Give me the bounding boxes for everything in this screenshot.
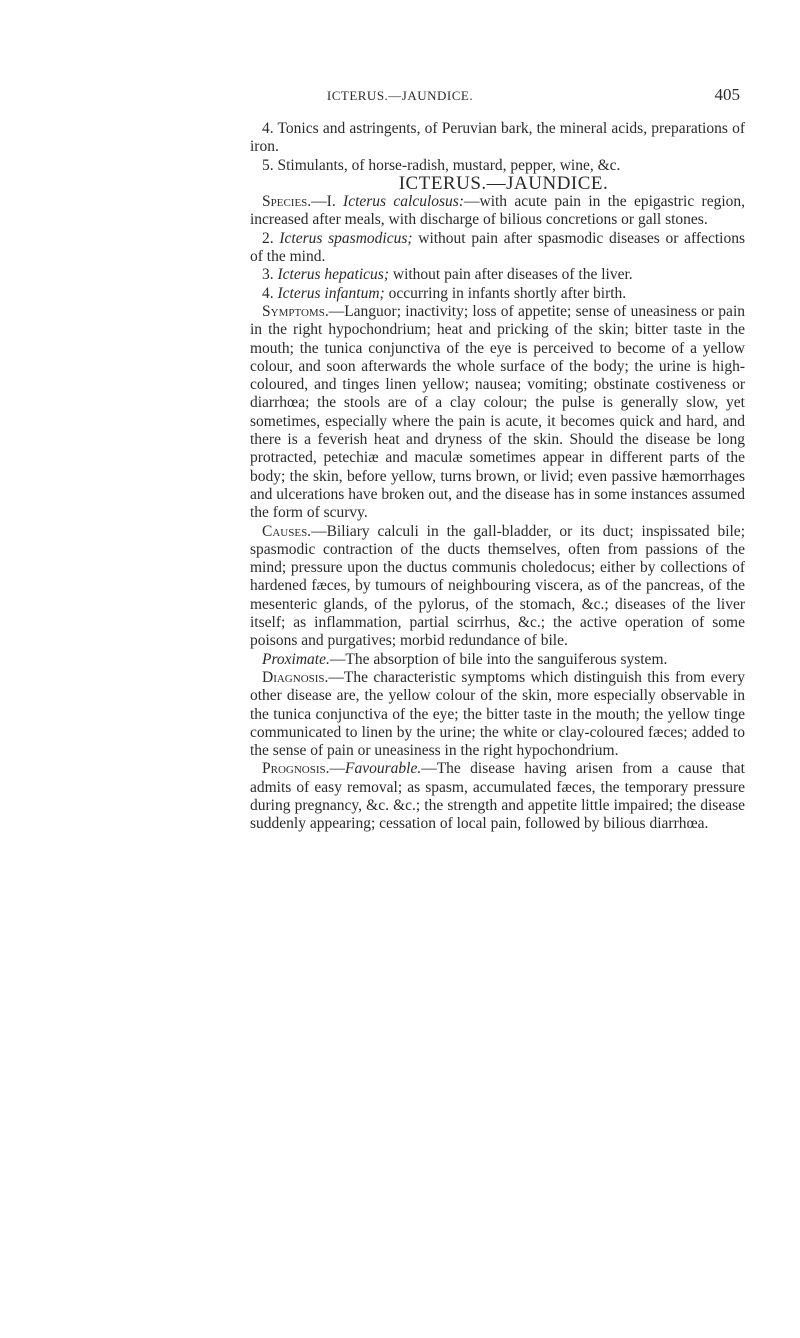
running-head: ICTERUS.—JAUNDICE. (326, 88, 474, 103)
symptoms-text: —Languor; inactivity; loss of appetite; sense of uneasiness or pain in the right hypochondrium; heat and pricking of the skin; bitter taste in the mouth; the tunica conjunctiva of the eye is perceived to become of a yellow colour, and soon afterwards the whole surface of the body; the urine is high-coloured, and tinges linen yellow; nausea; vomiting; obstinate costiveness or diarrhœa; the stools are of a clay colour; the pulse is generally slow, yet sometimes, especially where the pain is acute, it becomes quick and hard, and there is a feverish heat and dryness of the skin. Should the disease be long protracted, petechiæ and maculæ sometimes appear in different parts of the body; the skin, before yellow, turns brown, or livid; even passive hæmorrhages and ulcerations have broken out, and the disease has in some instances assumed the form of scurvy. (250, 302, 745, 522)
causes-text: —Biliary calculi in the gall-bladder, or its duct; inspissated bile; spasmodic contraction of the ducts themselves, often from passions of the mind; pressure upon the ductus communis choledocus; either by collections of hardened fæces, by tumours of neighbouring viscera, as of the pancreas, of the mesenteric glands, of the pylorus, of the stomach, &c.; diseases of the liver itself; as inflammation, partial scirrhus, &c.; the active operation of some poisons and purgatives; morbid redundance of bile. (250, 522, 745, 650)
diagnosis-label: Diagnosis. (262, 668, 329, 686)
species-4-prefix: 4. (262, 284, 278, 302)
page-number: 405 (714, 85, 740, 104)
page-body (250, 120, 745, 834)
species-3-name: Icterus hepaticus (277, 266, 384, 284)
symptoms-label: Symptoms. (262, 302, 329, 320)
species-3-sep: ; (383, 266, 389, 284)
species-2-name: Icterus spasmodicus (279, 229, 408, 247)
species-3-desc: without pain after diseases of the liver. (389, 266, 633, 284)
species-2-prefix: 2. (262, 229, 280, 247)
species-1-prefix: —I. (311, 193, 344, 211)
proximate-text: —The absorption of bile into the sanguiferous system. (329, 650, 668, 668)
prognosis-paragraph: Prognosis.—Favourable.—The disease having arisen from a cause that admits of easy removal; as spasm, accumulated fæces, the temporary pressure during pregnancy, &c. &c.; the strength and appetite little impaired; the disease suddenly appearing; cessation of local pain, followed by bilious diarrhœa. (250, 760, 745, 833)
prognosis-text: —The disease having arisen from a cause that admits of easy removal; as spasm, accumulated fæces, the temporary pressure during pregnancy, &c. &c.; the strength and appetite little impaired; the disease suddenly appearing; cessation of local pain, followed by bilious diarrhœa. (250, 760, 745, 833)
list-item-stimulants: 5. Stimulants, of horse-radish, mustard, pepper, wine, &c. (262, 156, 621, 174)
diagnosis-text: —The characteristic symptoms which distinguish this from every other disease are, the yellow colour of the skin, more especially observable in the tunica conjunctiva of the eye; the bitter taste in the mouth; the yellow tinge communicated to linen by the urine; the white or clay-coloured fæces; added to the sense of pain or uneasiness in the right hypochondrium. (250, 668, 745, 760)
causes-label: Causes. (262, 522, 312, 540)
species-2-sep: ; (407, 229, 413, 247)
species-2-desc: without pain after spasmodic diseases or affections of the mind. (250, 229, 746, 266)
species-label: Species. (262, 193, 312, 211)
species-item-2 (250, 230, 745, 267)
section-title: ICTERUS.—JAUNDICE. (398, 172, 609, 194)
species-1-desc: —with acute pain in the epigastric region, increased after meals, with discharge of bilious concretions or gall stones. (250, 193, 746, 229)
species-item-4 (250, 285, 745, 303)
prognosis-qualifier: Favourable. (345, 760, 422, 778)
species-item-1 (250, 193, 745, 230)
species-4-name: Icterus infantum (277, 284, 380, 302)
species-4-sep: ; (379, 284, 385, 302)
species-1-sep: : (458, 193, 464, 211)
list-item-tonics: 4. Tonics and astringents, of Peruvian bark, the mineral acids, preparations of iron. (250, 120, 745, 156)
proximate-cause-paragraph (250, 651, 745, 669)
species-1-name: Icterus calculosus (343, 193, 459, 211)
prognosis-label: Prognosis. (262, 760, 330, 778)
proximate-label: Proximate. (262, 650, 330, 668)
symptoms-paragraph (250, 303, 745, 523)
species-item-3 (250, 266, 745, 284)
species-3-prefix: 3. (262, 266, 278, 284)
causes-paragraph (250, 523, 745, 651)
species-4-desc: occurring in infants shortly after birth. (384, 284, 627, 302)
diagnosis-paragraph (250, 669, 745, 760)
